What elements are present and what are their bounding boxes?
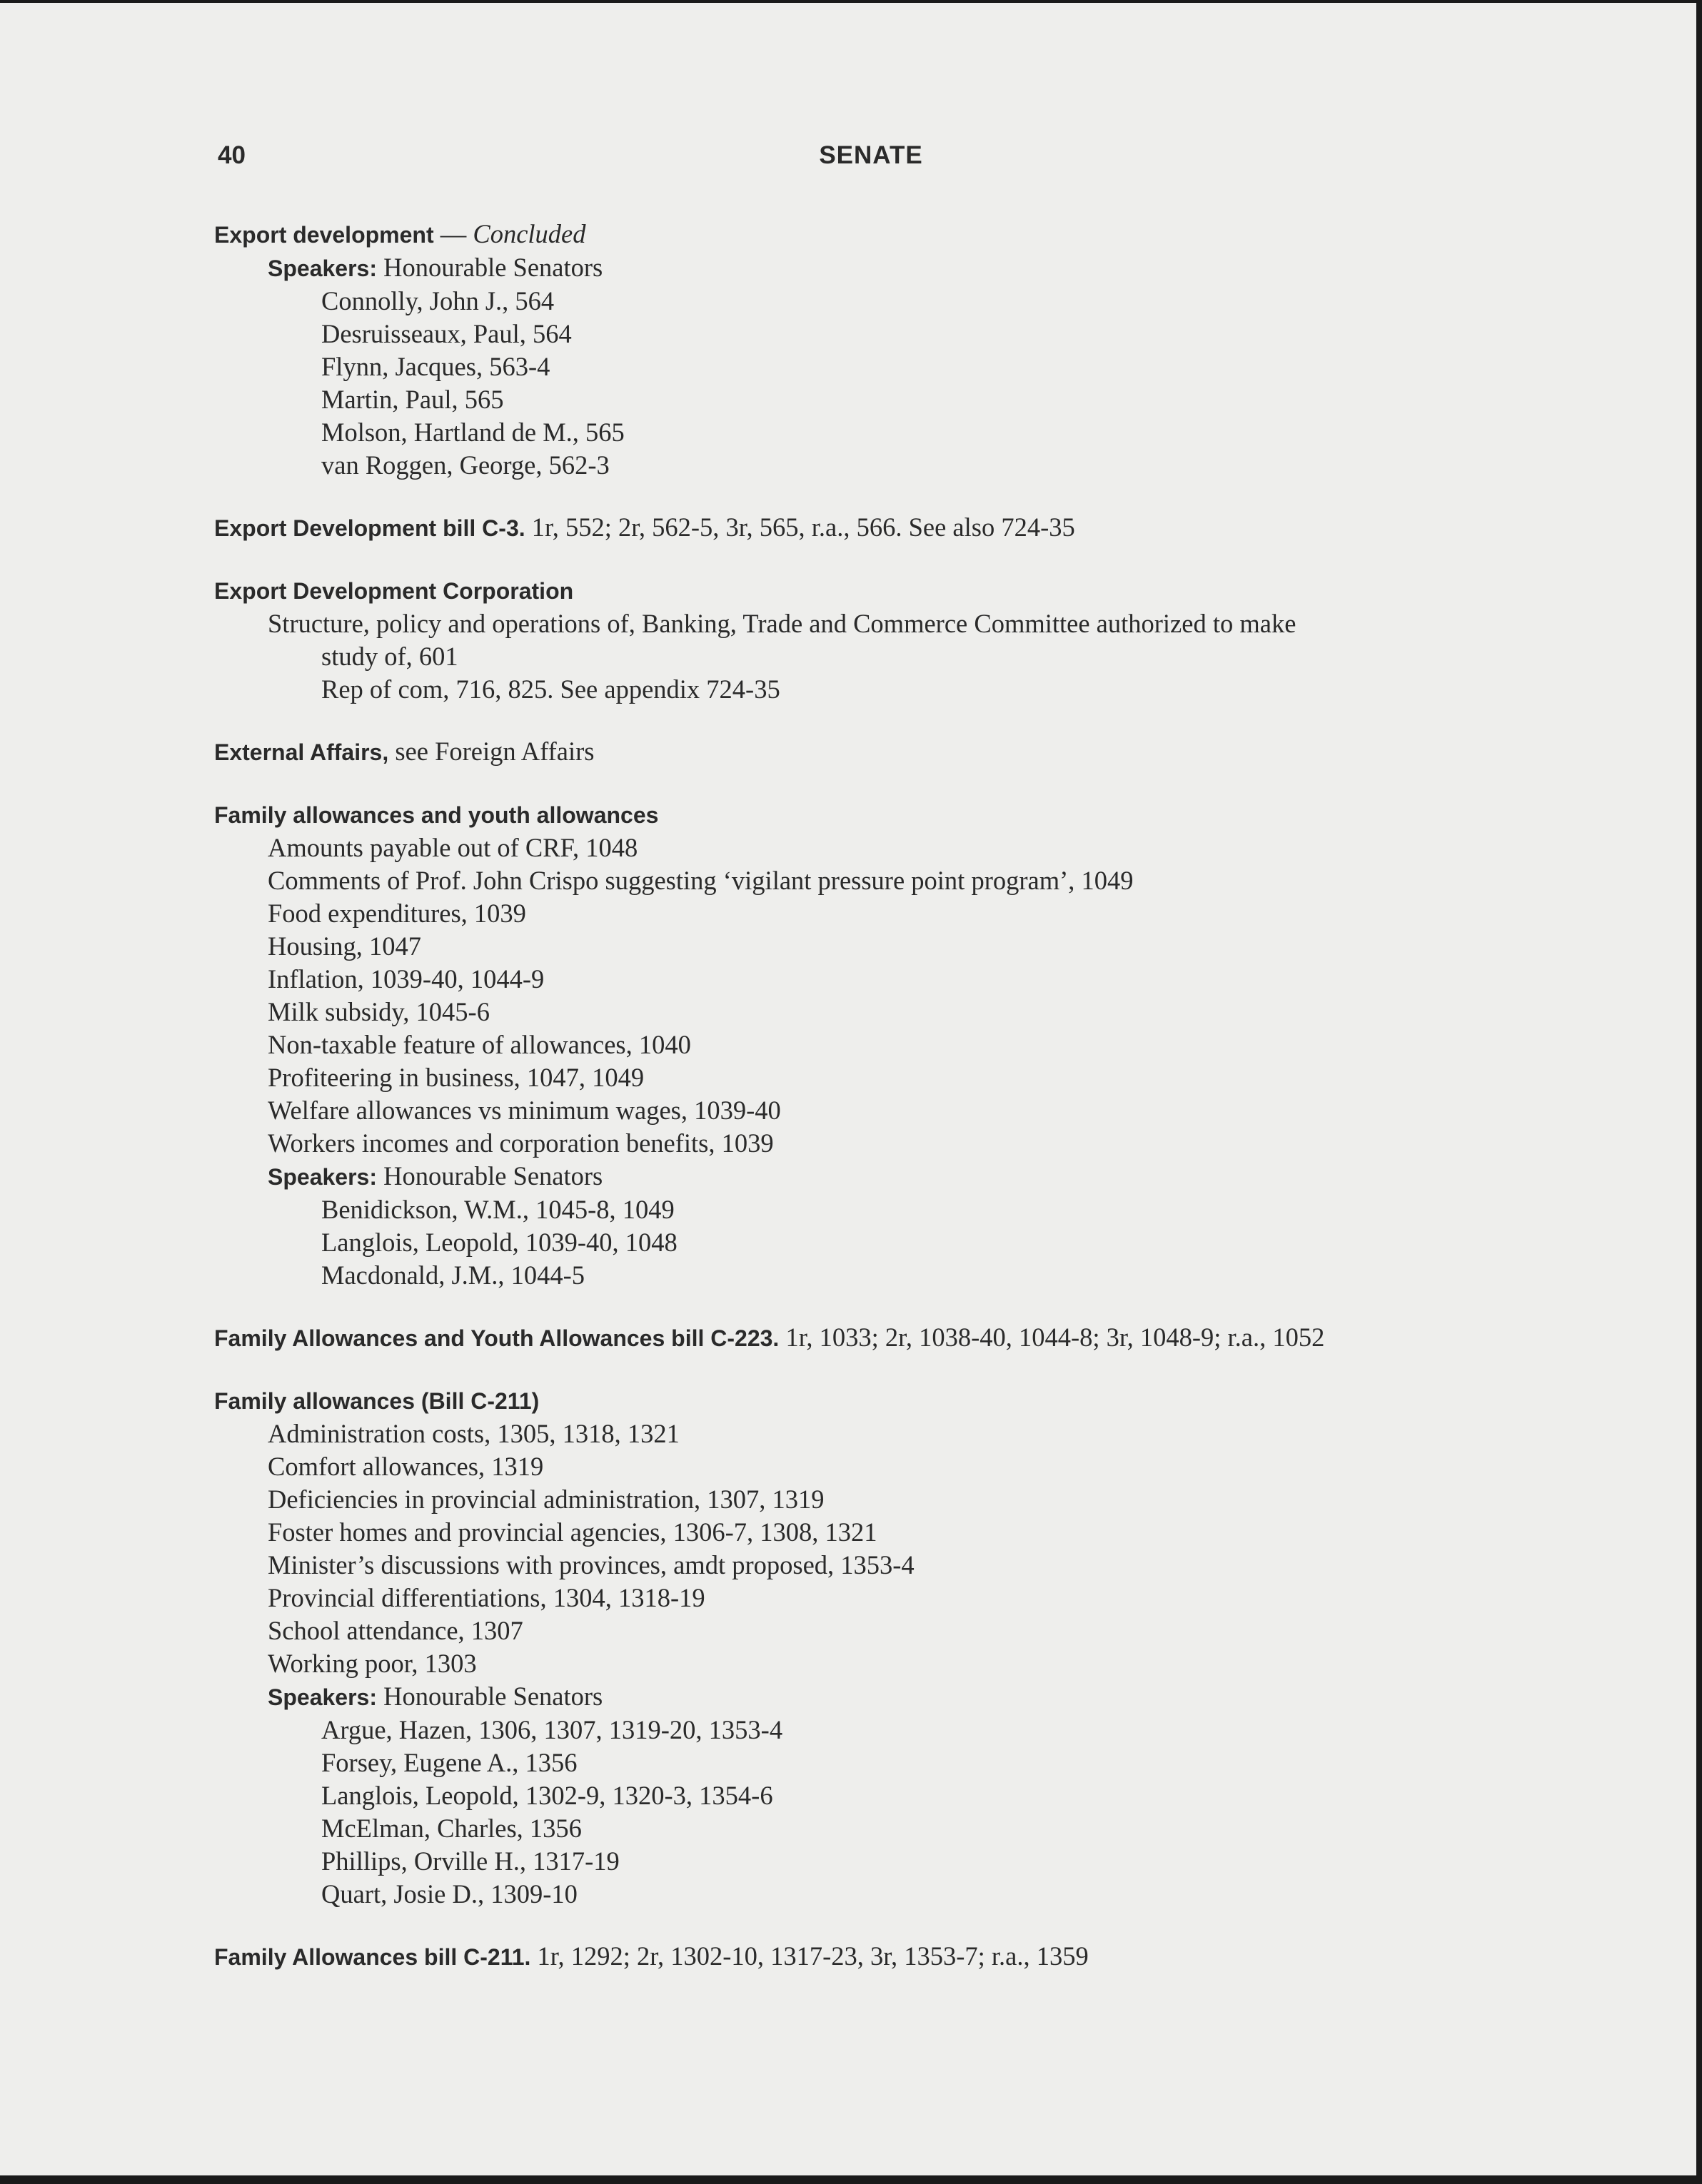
- scan-border-right: [1696, 0, 1702, 2184]
- sub-item-continuation: study of, 601: [321, 642, 458, 671]
- sub-item: Working poor, 1303: [268, 1649, 477, 1678]
- index-entry-export-development-corporation: [214, 574, 1514, 706]
- speakers-label: Speakers:: [268, 1684, 377, 1710]
- speaker-item: McElman, Charles, 1356: [321, 1814, 582, 1843]
- entry-heading: External Affairs,: [214, 739, 389, 765]
- sub-item: Rep of com, 716, 825. See appendix 724-35: [321, 674, 780, 704]
- speaker-item: Molson, Hartland de M., 565: [321, 418, 625, 447]
- entry-heading: Family allowances and youth allowances: [214, 802, 659, 828]
- entry-cross-reference: see Foreign Affairs: [388, 737, 595, 766]
- entry-heading-line: [214, 511, 1514, 545]
- speakers-label: Speakers:: [268, 1164, 377, 1190]
- sub-item: Housing, 1047: [268, 931, 421, 961]
- sub-item: Comfort allowances, 1319: [268, 1452, 544, 1481]
- speakers-title: Honourable Senators: [376, 1682, 603, 1711]
- sub-item: Workers incomes and corporation benefits, 1039: [268, 1128, 774, 1158]
- sub-item: Amounts payable out of CRF, 1048: [268, 833, 638, 862]
- speaker-item: van Roggen, George, 562-3: [321, 450, 610, 480]
- speaker-item: Langlois, Leopold, 1039-40, 1048: [321, 1228, 678, 1257]
- index-entry-family-allowances-youth: [214, 798, 1514, 1292]
- index-entry-family-allowances-bill-c211: [214, 1940, 1514, 1973]
- sub-item: Minister’s discussions with provinces, amdt proposed, 1353-4: [268, 1550, 915, 1579]
- entry-heading: Family allowances (Bill C-211): [214, 1388, 540, 1414]
- sub-item-text: Structure, policy and operations of, Banking, Trade and Commerce Committee authorized to make: [268, 609, 1296, 638]
- index-entry-family-allowances-youth-bill: [214, 1321, 1514, 1355]
- entry-heading: Family Allowances bill C-211.: [214, 1944, 531, 1970]
- entry-heading: Family Allowances and Youth Allowances bill C-223.: [214, 1325, 780, 1351]
- scan-border-bottom: [0, 2175, 1702, 2184]
- index-entry-export-development-bill: [214, 511, 1514, 545]
- speaker-item: Forsey, Eugene A., 1356: [321, 1748, 578, 1777]
- speaker-item: Quart, Josie D., 1309-10: [321, 1879, 578, 1909]
- index-entry-family-allowances-c211: [214, 1384, 1514, 1911]
- entry-references: 1r, 1292; 2r, 1302-10, 1317-23, 3r, 1353-7; r.a., 1359: [530, 1941, 1089, 1971]
- scan-border-top: [0, 0, 1702, 3]
- sub-item: Inflation, 1039-40, 1044-9: [268, 964, 545, 994]
- sub-item: Administration costs, 1305, 1318, 1321: [268, 1419, 680, 1448]
- speaker-item: Phillips, Orville H., 1317-19: [321, 1846, 620, 1876]
- speaker-item: Martin, Paul, 565: [321, 385, 504, 414]
- speaker-item: Langlois, Leopold, 1302-9, 1320-3, 1354-6: [321, 1781, 773, 1810]
- page-header: [0, 141, 1702, 177]
- sub-item: Comments of Prof. John Crispo suggesting ‘vigilant pressure point program’, 1049: [268, 866, 1134, 895]
- sub-item: Foster homes and provincial agencies, 1306-7, 1308, 1321: [268, 1517, 877, 1547]
- entry-references: 1r, 1033; 2r, 1038-40, 1044-8; 3r, 1048-9; r.a., 1052: [779, 1323, 1325, 1352]
- entry-heading-line: [214, 1321, 1514, 1355]
- speaker-item: Argue, Hazen, 1306, 1307, 1319-20, 1353-4: [321, 1715, 783, 1744]
- page-number: 40: [218, 141, 246, 169]
- sub-item: Non-taxable feature of allowances, 1040: [268, 1030, 691, 1059]
- sub-item: Provincial differentiations, 1304, 1318-19: [268, 1583, 705, 1612]
- speaker-item: Macdonald, J.M., 1044-5: [321, 1260, 585, 1290]
- speakers-line: [214, 251, 1514, 285]
- speaker-item: Desruisseaux, Paul, 564: [321, 319, 572, 348]
- entry-heading-line: [214, 574, 1514, 607]
- index-entry-external-affairs: [214, 735, 1514, 769]
- heading-dash: —: [433, 219, 473, 248]
- sub-item: Milk subsidy, 1045-6: [268, 997, 490, 1026]
- running-head: SENATE: [819, 141, 923, 169]
- entry-heading-line: [214, 1384, 1514, 1417]
- entry-heading: Export Development Corporation: [214, 578, 574, 604]
- index-content: [214, 218, 1514, 2003]
- speakers-label: Speakers:: [268, 256, 377, 281]
- speakers-line: [214, 1160, 1514, 1193]
- speaker-item: Connolly, John J., 564: [321, 286, 555, 315]
- entry-references: 1r, 552; 2r, 562-5, 3r, 565, r.a., 566. See also 724-35: [525, 512, 1075, 542]
- speaker-item: Flynn, Jacques, 563-4: [321, 352, 550, 381]
- entry-heading: Export development: [214, 222, 434, 248]
- speakers-line: [214, 1680, 1514, 1714]
- entry-heading-line: [214, 798, 1514, 831]
- speakers-title: Honourable Senators: [376, 253, 603, 282]
- sub-item: Food expenditures, 1039: [268, 899, 526, 928]
- sub-item: Profiteering in business, 1047, 1049: [268, 1063, 645, 1092]
- entry-heading-line: [214, 218, 1514, 251]
- index-entry-export-development: [214, 218, 1514, 482]
- sub-item: [214, 607, 1514, 640]
- entry-heading: Export Development bill C-3.: [214, 515, 525, 541]
- sub-item: School attendance, 1307: [268, 1616, 523, 1645]
- entry-heading-line: [214, 1940, 1514, 1973]
- speakers-title: Honourable Senators: [376, 1161, 603, 1190]
- sub-item: Welfare allowances vs minimum wages, 1039-40: [268, 1096, 781, 1125]
- heading-concluded: Concluded: [473, 219, 586, 248]
- entry-heading-line: [214, 735, 1514, 769]
- sub-item: Deficiencies in provincial administration, 1307, 1319: [268, 1485, 825, 1514]
- speaker-item: Benidickson, W.M., 1045-8, 1049: [321, 1195, 675, 1224]
